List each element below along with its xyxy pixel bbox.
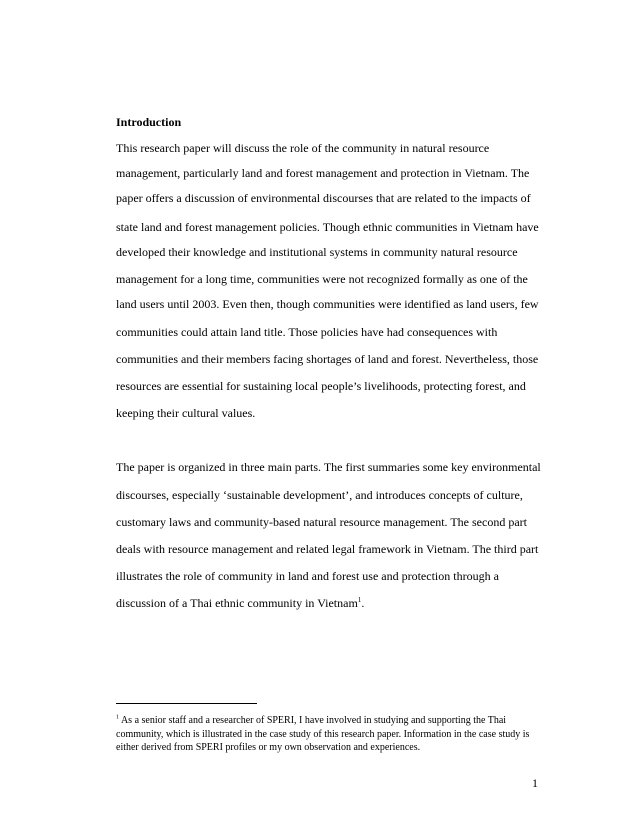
text-line: keeping their cultural values.	[116, 406, 256, 420]
text-line: The paper is organized in three main parts. The first summaries some key environmental	[116, 460, 541, 474]
text-line: illustrates the role of community in land and forest use and protection through a	[116, 569, 499, 583]
footnote-line	[116, 715, 506, 727]
text-line: customary laws and community-based natural resource management. The second part	[116, 515, 527, 529]
text-line: management, particularly land and forest management and protection in Vietnam. The	[116, 166, 530, 180]
section-heading: Introduction	[116, 115, 182, 129]
footnote-reference: 1	[357, 596, 362, 604]
text-line: paper offers a discussion of environmental discourses that are related to the impacts of	[116, 191, 531, 205]
footnote-line: community, which is illustrated in the case study of this research paper. Information in the case study is	[116, 729, 530, 740]
text-line	[116, 595, 364, 611]
text-line: communities could attain land title. Those policies have had consequences with	[116, 325, 498, 339]
text-line: resources are essential for sustaining local people’s livelihoods, protecting forest, and	[116, 379, 526, 393]
text-line: developed their knowledge and institutional systems in community natural resource	[116, 245, 518, 259]
text-line: deals with resource management and related legal framework in Vietnam. The third part	[116, 542, 539, 556]
text-line: discourses, especially ‘sustainable development’, and introduces concepts of culture,	[116, 488, 523, 502]
text-line: land users until 2003. Even then, though communities were identified as land users, few	[116, 297, 539, 311]
footnote-line: either derived from SPERI profiles or my own observation and experiences.	[116, 742, 421, 753]
text-line: state land and forest management policies. Though ethnic communities in Vietnam have	[116, 220, 539, 234]
text-line-content: discussion of a Thai ethnic community in Vietnam	[116, 596, 358, 610]
page-number: 1	[532, 776, 538, 790]
footnote-text: As a senior staff and a researcher of SPERI, I have involved in studying and supporting the Thai	[120, 715, 507, 726]
footnote-separator	[116, 703, 257, 704]
text-line: This research paper will discuss the role of the community in natural resource	[116, 141, 490, 155]
text-line: communities and their members facing shortages of land and forest. Nevertheless, those	[116, 352, 539, 366]
text-line: management for a long time, communities were not recognized formally as one of the	[116, 272, 528, 286]
sentence-period: .	[361, 596, 365, 610]
footnote-marker: 1	[116, 714, 119, 721]
